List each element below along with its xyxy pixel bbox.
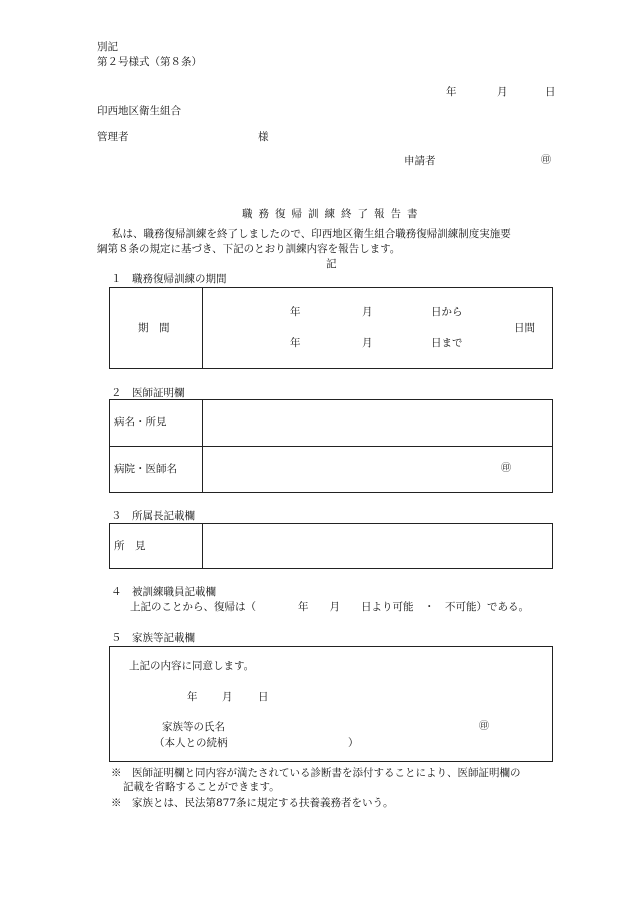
appendix-label: 別記 [97, 41, 118, 53]
form-number: 第２号様式（第８条） [97, 56, 202, 68]
family-date-year: 年 [187, 691, 198, 703]
applicant-seal-icon: ㊞ [541, 155, 551, 166]
note-1-line-2: 記載を省略することができます。 [123, 781, 280, 793]
date-day-label: 日 [545, 86, 556, 98]
document-title: 職務復帰訓練終了報告書 [242, 208, 424, 220]
period-label: 期 間 [138, 322, 170, 334]
relation-label: （本人との続柄 [154, 737, 228, 749]
period-table [109, 287, 553, 369]
period-to-year: 年 [290, 337, 301, 349]
doctor-seal-icon: ㊞ [501, 463, 511, 474]
relation-close: ） [348, 737, 359, 749]
note-1-line-1: ※ 医師証明欄と同内容が満たされている診断書を添付することにより、医師証明欄の [111, 767, 521, 779]
section1-heading: １ 職務復帰訓練の期間 [111, 273, 227, 285]
supervisor-opinion-label: 所 見 [114, 540, 146, 552]
section5-heading: ５ 家族等記載欄 [111, 632, 195, 644]
period-table-divider [202, 287, 203, 369]
date-month-label: 月 [497, 86, 508, 98]
honorific: 様 [258, 131, 269, 143]
manager-label: 管理者 [97, 131, 129, 143]
doctor-table-row-divider [109, 446, 553, 447]
period-from-month: 月 [362, 306, 373, 318]
date-year-label: 年 [446, 86, 457, 98]
period-from-year: 年 [290, 306, 301, 318]
family-seal-icon: ㊞ [479, 721, 489, 732]
family-consent: 上記の内容に同意します。 [129, 660, 255, 672]
period-to-month: 月 [362, 337, 373, 349]
section2-heading: ２ 医師証明欄 [111, 387, 185, 399]
period-days: 日間 [514, 322, 535, 334]
family-date-month: 月 [222, 691, 233, 703]
section3-heading: ３ 所属長記載欄 [111, 510, 195, 522]
intro-line-2: 綱第８条の規定に基づき、下記のとおり訓練内容を報告します。 [97, 243, 401, 255]
applicant-label: 申請者 [404, 155, 436, 167]
section4-heading: ４ 被訓練職員記載欄 [111, 586, 216, 598]
family-date-day: 日 [258, 691, 269, 703]
hospital-doctor-label: 病院・医師名 [114, 463, 177, 475]
period-from-day: 日から [431, 306, 463, 318]
diagnosis-label: 病名・所見 [114, 416, 167, 428]
supervisor-table [109, 523, 553, 569]
intro-line-1: 私は、職務復帰訓練を終了しましたので、印西地区衛生組合職務復帰訓練制度実施要 [112, 228, 511, 240]
period-to-day: 日まで [431, 337, 463, 349]
family-name-label: 家族等の氏名 [162, 721, 225, 733]
recipient-org: 印西地区衛生組合 [97, 105, 181, 117]
return-statement: 上記のことから、復帰は（ 年 月 日より可能 ・ 不可能）である。 [130, 601, 529, 613]
note-2: ※ 家族とは、民法第877条に規定する扶養義務者をいう。 [111, 797, 394, 809]
ki-label: 記 [326, 258, 337, 270]
supervisor-table-divider [202, 523, 203, 569]
